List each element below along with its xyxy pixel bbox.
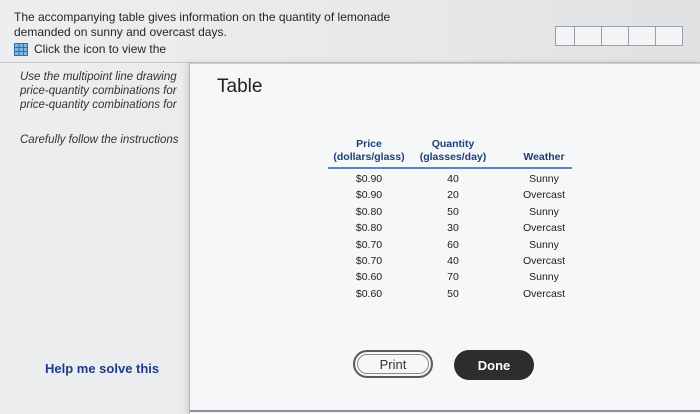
weather-cell: Sunny [529, 173, 559, 185]
spacer-header [496, 138, 516, 168]
price-cell: $0.70 [355, 238, 383, 251]
price-cell: $0.80 [355, 205, 383, 218]
quantity-cell: 20 [447, 189, 459, 202]
spacer-cell [496, 253, 516, 269]
follow-instructions-text: Carefully follow the instructions [20, 134, 179, 146]
table-body [328, 168, 572, 302]
table-row [328, 286, 572, 302]
price-cell: $0.70 [355, 255, 383, 268]
spacer-cell [496, 187, 516, 203]
table-grid-icon[interactable] [14, 43, 28, 56]
price-cell: $0.90 [355, 173, 383, 185]
quantity-cell: 50 [447, 287, 459, 300]
instruction-line: price-quantity combinations for [20, 99, 177, 111]
view-table-link-text[interactable]: Click the icon to view the [34, 42, 167, 56]
answer-box [602, 26, 629, 46]
table-header-row [328, 138, 572, 168]
instructions-text [20, 70, 186, 112]
table-row [328, 220, 572, 236]
lemonade-table [328, 138, 572, 302]
spacer-cell [496, 237, 516, 253]
weather-cell: Overcast [522, 222, 565, 235]
instruction-line: Use the multipoint line drawing [20, 71, 177, 83]
help-me-solve-link[interactable]: Help me solve this [45, 361, 160, 376]
instruction-line: price-quantity combinations for [20, 85, 177, 97]
weather-cell: Sunny [529, 238, 559, 251]
quantity-header: Quantity (glasses/day) [419, 138, 487, 163]
weather-cell: Overcast [522, 255, 565, 268]
table-row [328, 253, 572, 269]
price-cell: $0.60 [355, 271, 383, 284]
table-modal [189, 63, 700, 414]
weather-header: Weather [523, 151, 565, 163]
quantity-cell: 40 [447, 173, 459, 185]
table-row [328, 237, 572, 253]
answer-box [555, 26, 575, 46]
price-cell: $0.80 [355, 222, 383, 235]
weather-cell: Sunny [529, 205, 559, 218]
view-table-link[interactable] [14, 42, 166, 56]
spacer-cell [496, 168, 516, 187]
quantity-cell: 70 [447, 271, 459, 284]
quantity-cell: 60 [447, 238, 459, 251]
price-cell: $0.90 [355, 189, 383, 202]
spacer-cell [496, 269, 516, 285]
answer-box [629, 26, 656, 46]
weather-cell: Overcast [522, 287, 565, 300]
modal-title: Table [217, 76, 263, 97]
spacer-cell [496, 220, 516, 236]
answer-box [656, 26, 683, 46]
quantity-cell: 50 [447, 205, 459, 218]
table-row [328, 168, 572, 187]
price-header: Price (dollars/glass) [333, 138, 405, 163]
table-row [328, 269, 572, 285]
done-button[interactable]: Done [454, 350, 534, 380]
spacer-cell [496, 286, 516, 302]
print-button[interactable]: Print [353, 350, 433, 378]
modal-bottom-border [190, 410, 700, 412]
quantity-cell: 30 [447, 222, 459, 235]
answer-box-strip [555, 26, 683, 46]
answer-box [575, 26, 602, 46]
table-row [328, 204, 572, 220]
quantity-cell: 40 [447, 255, 459, 268]
weather-cell: Overcast [522, 189, 565, 202]
spacer-cell [496, 204, 516, 220]
question-text: The accompanying table gives information on the quantity of lemonade demanded on sunny and overcast days. [14, 10, 391, 39]
weather-cell: Sunny [529, 271, 559, 284]
price-cell: $0.60 [355, 287, 383, 300]
table-row [328, 187, 572, 203]
